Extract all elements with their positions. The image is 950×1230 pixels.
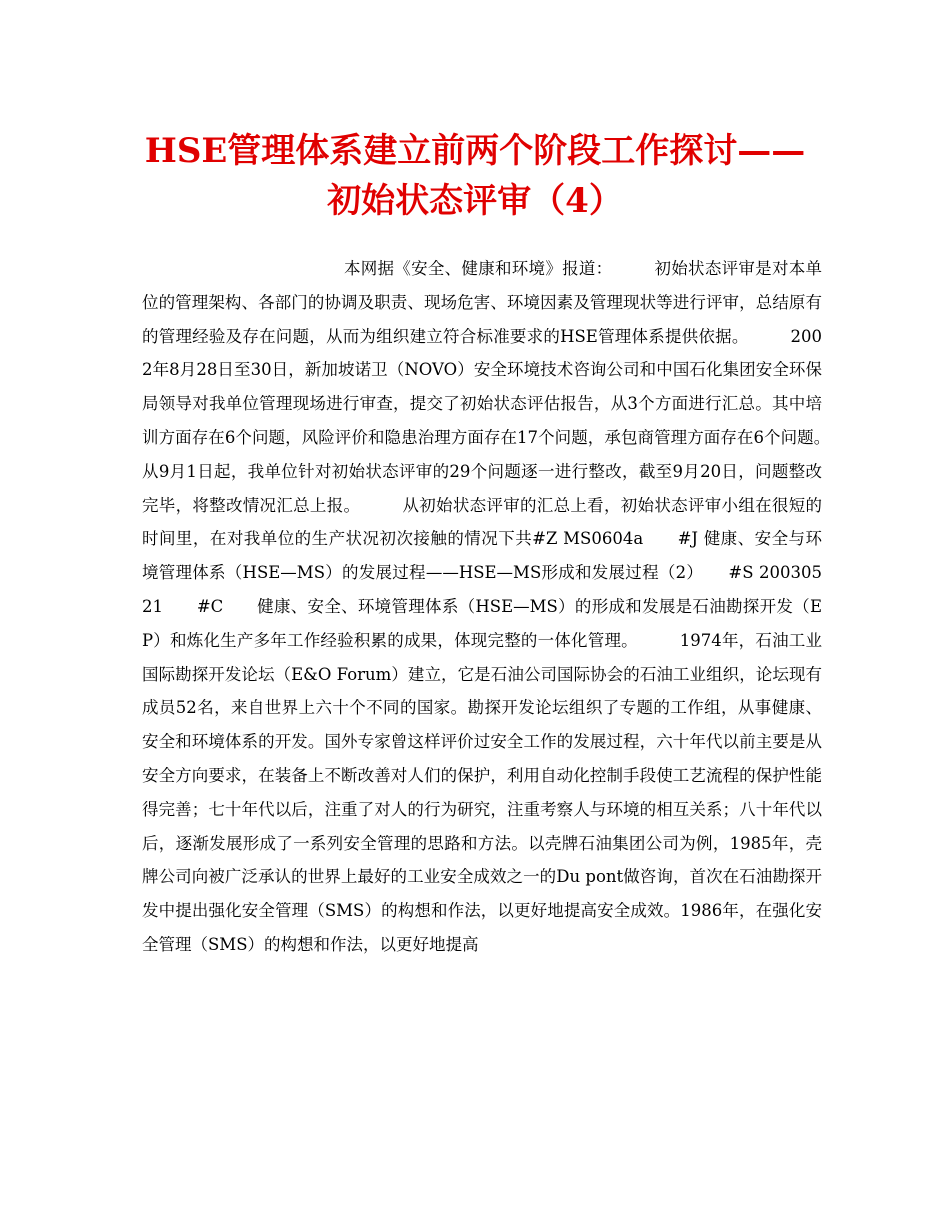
article-body: 本网据《安全、健康和环境》报道： 初始状态评审是对本单位的管理架构、各部门的协调及职责、现场危害、环境因素及管理现状等进行评审，总结原有的管理经验及存在问题，从而为组织建立符合标准要求的HSE管理体系提供依据。 2002年8月28日至30日，新加坡诺卫（NOVO）安全环境技术咨询公司和中国石化集团安全环保局领导对我单位管理现场进行审查，提交了初始状态评估报告，从3个方面进行汇总。其中培训方面存在6个问题，风险评价和隐患治理方面存在17个问题，承包商管理方面存在6个问题。 从9月1日起，我单位针对初始状态评审的29个问题逐一进行整改，截至9月20日，问题整改完毕，将整改情况汇总上报。 从初始状态评审的汇总上看，初始状态评审小组在很短的时间里，在对我单位的生产状况初次接触的情况下共#Z MS0604a #J 健康、安全与环境管理体系（HSE—MS）的发展过程——HSE—MS形成和发展过程（2） #S 20030521 #C 健康、安全、环境管理体系（HSE—MS）的形成和发展是石油勘探开发（EP）和炼化生产多年工作经验积累的成果，体现完整的一体化管理。 1974年，石油工业国际勘探开发论坛（E&O Forum）建立，它是石油公司国际协会的石油工业组织，论坛现有成员52名，来自世界上六十个不同的国家。勘探开发论坛组织了专题的工作组，从事健康、安全和环境体系的开发。国外专家曾这样评价过安全工作的发展过程，六十年代以前主要是从安全方向要求，在装备上不断改善对人们的保护，利用自动化控制手段使工艺流程的保护性能得完善；七十年代以后，注重了对人的行为研究，注重考察人与环境的相互关系；八十年代以后，逐渐发展形成了一系列安全管理的思路和方法。以壳牌石油集团公司为例，1985年，壳牌公司向被广泛承认的世界上最好的工业安全成效之一的Du pont做咨询，首次在石油勘探开发中提出强化安全管理（SMS）的构想和作法，以更好地提高安全成效。1986年，在强化安全管理（SMS）的构想和作法，以更好地提高: [142, 259, 872, 954]
title-line-1: HSE管理体系建立前两个阶段工作探讨——: [144, 131, 806, 171]
title-line-2: 初始状态评审（4）: [327, 181, 623, 221]
document-title: [120, 126, 830, 226]
